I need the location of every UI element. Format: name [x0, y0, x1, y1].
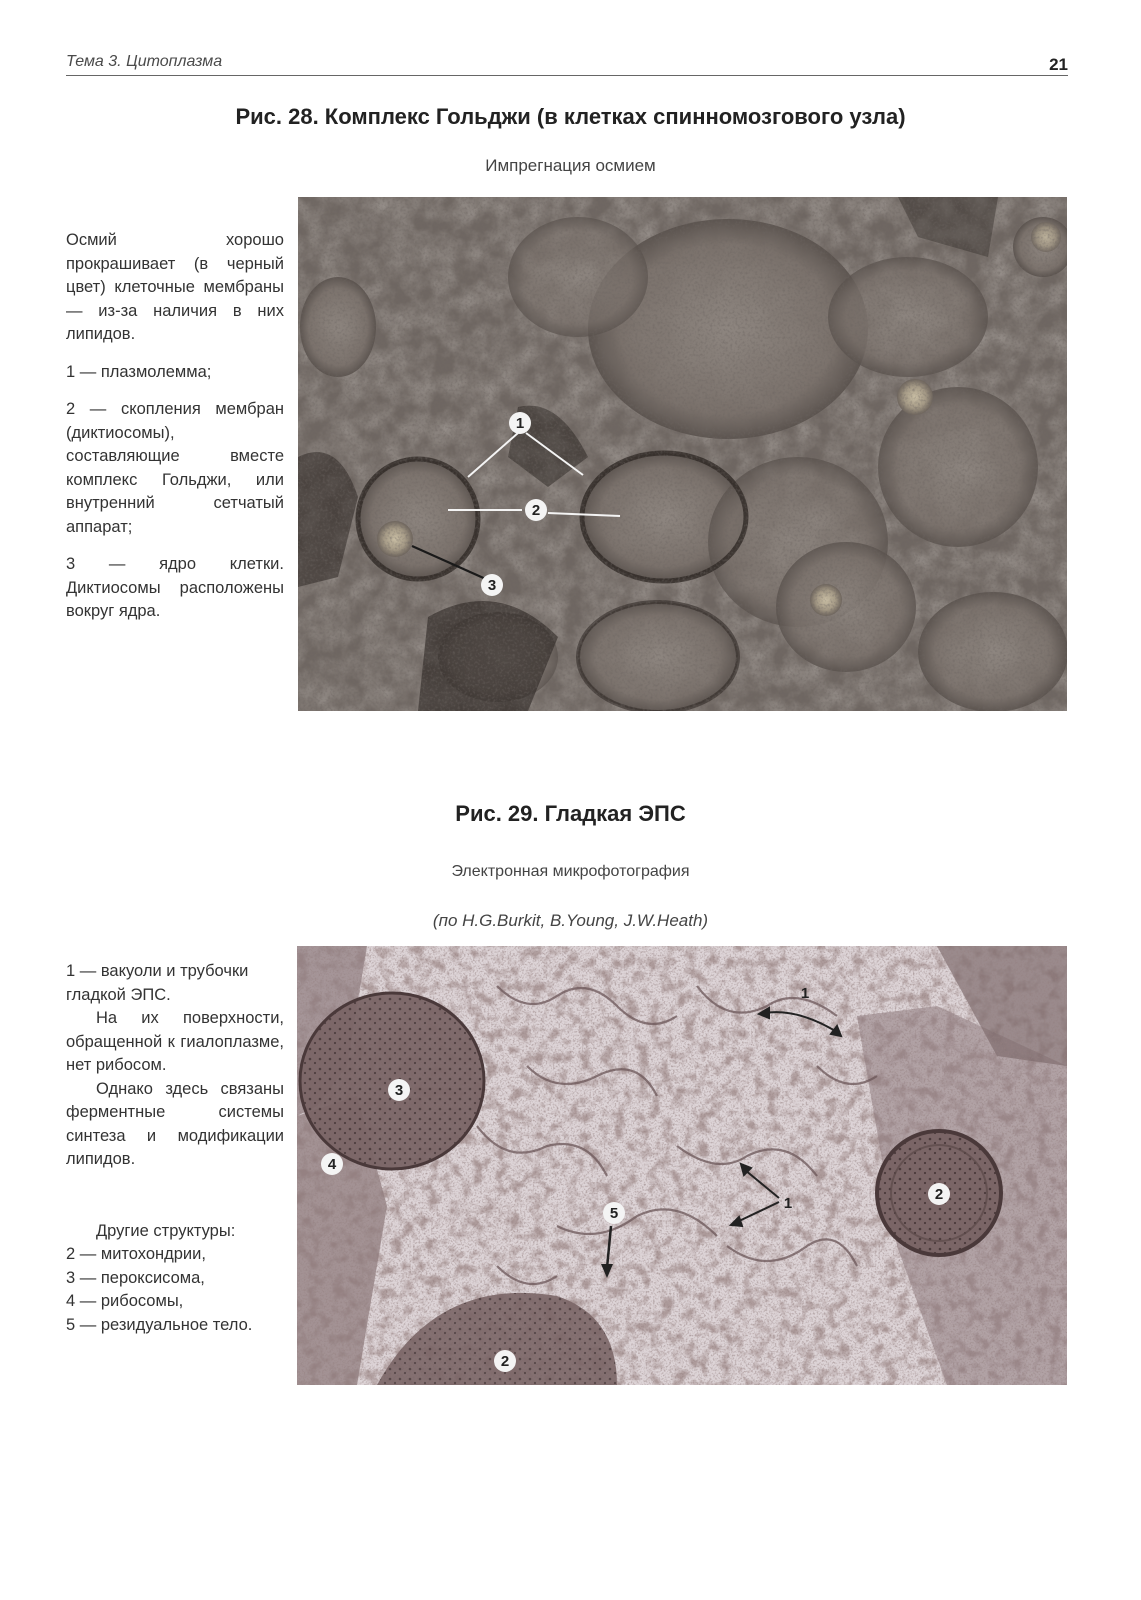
fig29-title: Рис. 29. Гладкая ЭПС [455, 801, 686, 826]
fig28-marker-3 [481, 574, 503, 596]
svg-text:1: 1 [800, 985, 810, 1002]
svg-text:3: 3 [394, 1082, 404, 1099]
fig29-marker-4 [321, 1153, 343, 1175]
fig29-other-4: 4 — рибосомы, [66, 1292, 184, 1310]
fig28-marker-2 [525, 499, 547, 521]
fig29-marker-2-right [928, 1183, 950, 1205]
svg-text:2: 2 [531, 502, 541, 519]
fig28-item-2: 2 — скопления мембран (диктиосомы), составляющие вместе комплекс Гольджи, или внутренний сетчатый аппарат; [66, 400, 284, 536]
fig28-intro: Осмий хорошо прокрашивает (в черный цвет) клеточные мембраны — из-за наличия в них липидов. [66, 231, 284, 343]
svg-text:1: 1 [783, 1195, 793, 1212]
header-rule [66, 75, 1068, 76]
svg-text:1: 1 [515, 415, 525, 432]
fig29-para-1: На их поверхности, обращенной к гиалоплазме, нет рибосом. [66, 1009, 284, 1074]
fig29-other-5: 5 — резидуальное тело. [66, 1315, 253, 1334]
page-number: 21 [1049, 55, 1068, 74]
fig29-para-2: Однако здесь связаны ферментные системы синтеза и модификации липидов. [66, 1079, 284, 1168]
fig28-caption [66, 229, 284, 624]
svg-text:3: 3 [487, 577, 497, 594]
svg-text:5: 5 [609, 1205, 619, 1222]
fig29-subtitle: Электронная микрофотография [451, 863, 690, 880]
fig29-other-heading: Другие структуры: [96, 1221, 236, 1240]
fig28-subtitle: Импрегнация осмием [485, 156, 656, 175]
fig29-marker-5 [603, 1202, 625, 1224]
running-header-topic: Тема 3. Цитоплазма [66, 53, 223, 70]
fig28-item-3: 3 — ядро клетки. Диктиосомы расположены вокруг ядра. [66, 555, 284, 620]
fig29-item-1: 1 — вакуоли и трубочки гладкой ЭПС. [66, 962, 249, 1004]
fig29-caption [66, 960, 284, 1337]
svg-text:2: 2 [934, 1186, 944, 1203]
fig29-marker-1-top [801, 985, 809, 1002]
fig28-item-1: 1 — плазмолемма; [66, 362, 212, 381]
svg-text:2: 2 [500, 1353, 510, 1370]
fig28-title: Рис. 28. Комплекс Гольджи (в клетках спинномозгового узла) [235, 104, 906, 129]
fig29-marker-1-mid [784, 1195, 792, 1212]
fig29-marker-3 [388, 1079, 410, 1101]
fig28-marker-1 [509, 412, 531, 434]
fig29-credit: (по H.G.Burkit, B.Young, J.W.Heath) [432, 911, 709, 930]
fig29-other-3: 3 — пероксисома, [66, 1268, 205, 1287]
fig29-marker-2-bottom [494, 1350, 516, 1372]
svg-text:4: 4 [327, 1156, 337, 1173]
fig29-micrograph [297, 946, 1067, 1385]
fig28-micrograph [298, 197, 1067, 711]
fig29-other-2: 2 — митохондрии, [66, 1245, 206, 1263]
